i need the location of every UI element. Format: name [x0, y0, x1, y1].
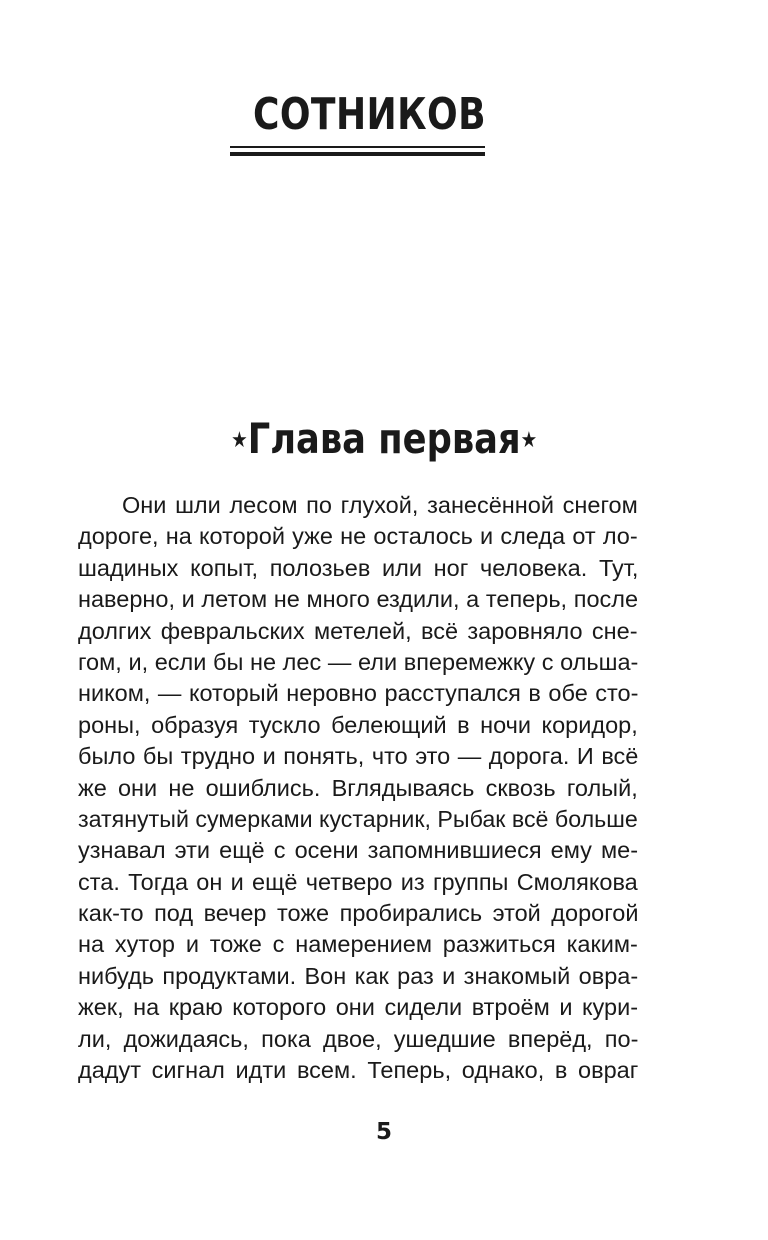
star-right-icon: ★ [520, 428, 538, 453]
page-number: 5 [375, 1119, 392, 1145]
text-line: нибудь продуктами. Вон как раз и знакомый овра- [78, 962, 638, 989]
body-text [78, 490, 638, 1086]
text-line: роны, образуя тускло белеющий в ночи коридор, [78, 711, 638, 738]
title-rule-thick [230, 152, 485, 156]
text-line: долгих февральских метелей, всё заровняло сне- [78, 617, 638, 644]
star-left-icon: ★ [230, 428, 248, 453]
text-line: гом, и, если бы не лес — ели вперемежку с ольша- [78, 648, 638, 675]
book-title-block [230, 88, 485, 142]
chapter-heading [0, 414, 768, 466]
text-line: было бы трудно и понять, что это — дорога. И всё [78, 743, 638, 770]
text-line: жек, на краю которого они сидели втроём и кури- [78, 994, 638, 1021]
text-line: как-то под вечер тоже пробирались этой дорогой [78, 900, 638, 927]
book-title: СОТНИКОВ [252, 89, 487, 140]
text-line: же они не ошиблись. Вглядываясь сквозь голый, [78, 774, 638, 801]
text-line: ста. Тогда он и ещё четверо из группы Смолякова [78, 868, 638, 895]
text-line: ником, — который неровно расступался в обе сто- [78, 680, 638, 707]
text-line: затянутый сумерками кустарник, Рыбак всё больше [78, 805, 638, 832]
chapter-title: Глава первая [247, 414, 521, 463]
text-line: ли, дожидаясь, пока двое, ушедшие вперёд, по- [78, 1025, 638, 1052]
text-line: шадиных копыт, полозьев или ног человека. Тут, [78, 554, 638, 581]
title-rule-thin [230, 146, 485, 148]
text-line: наверно, и летом не много ездили, а теперь, после [78, 586, 638, 613]
text-line: дадут сигнал идти всем. Теперь, однако, в овраг [78, 1057, 638, 1084]
text-line: узнавал эти ещё с осени запомнившиеся ему ме- [78, 837, 638, 864]
text-line: Они шли лесом по глухой, занесённой снегом [122, 492, 638, 518]
text-line: дороге, на которой уже не осталось и следа от ло- [78, 523, 638, 550]
text-line: на хутор и тоже с намерением разжиться каким- [78, 931, 638, 958]
